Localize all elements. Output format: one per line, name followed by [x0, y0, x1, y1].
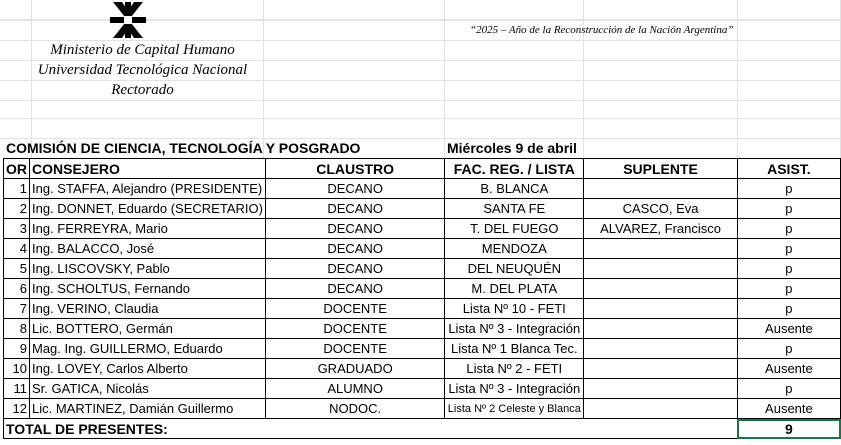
fac-cell[interactable]: T. DEL FUEGO [445, 219, 584, 239]
table-row [4, 379, 841, 399]
suplente-cell[interactable] [584, 319, 738, 339]
consejero-cell[interactable]: Ing. STAFFA, Alejandro (PRESIDENTE) [30, 179, 266, 199]
claustro-cell[interactable]: DOCENTE [265, 319, 444, 339]
table-row [4, 279, 841, 299]
suplente-cell[interactable] [584, 179, 738, 199]
ministry-name: Ministerio de Capital Humano [50, 42, 235, 58]
row-or-cell[interactable]: 12 [4, 399, 30, 419]
asist-cell[interactable]: p [737, 239, 840, 259]
col-header-fac[interactable]: FAC. REG. / LISTA [445, 159, 584, 179]
university-name: Universidad Tecnológica Nacional [37, 62, 248, 78]
asist-cell[interactable]: p [737, 199, 840, 219]
claustro-cell[interactable]: DOCENTE [265, 339, 444, 359]
fac-cell[interactable]: DEL NEUQUÉN [445, 259, 584, 279]
table-row [4, 399, 841, 419]
fac-cell[interactable]: Lista Nº 10 - FETI [445, 299, 584, 319]
asist-cell[interactable]: Ausente [737, 359, 840, 379]
col-header-suplente[interactable]: SUPLENTE [584, 159, 738, 179]
consejero-cell[interactable]: Lic. BOTTERO, Germán [30, 319, 266, 339]
claustro-cell[interactable]: DECANO [265, 279, 444, 299]
asist-cell[interactable]: Ausente [737, 319, 840, 339]
institution-header [20, 40, 265, 100]
row-or-cell[interactable]: 4 [4, 239, 30, 259]
consejero-cell[interactable]: Lic. MARTINEZ, Damián Guillermo [30, 399, 266, 419]
total-label[interactable]: TOTAL DE PRESENTES: [4, 419, 738, 439]
fac-cell[interactable]: Lista Nº 3 - Integración [445, 319, 584, 339]
col-header-asist[interactable]: ASIST. [737, 159, 840, 179]
row-or-cell[interactable]: 6 [4, 279, 30, 299]
consejero-cell[interactable]: Ing. FERREYRA, Mario [30, 219, 266, 239]
office-name: Rectorado [111, 82, 174, 98]
col-header-consejero[interactable]: CONSEJERO [30, 159, 266, 179]
year-motto: “2025 – Año de la Reconstrucción de la Nación Argentina” [470, 24, 734, 36]
consejero-cell[interactable]: Ing. DONNET, Eduardo (SECRETARIO) [30, 199, 266, 219]
table-row [4, 319, 841, 339]
total-row [4, 419, 841, 439]
suplente-cell[interactable] [584, 239, 738, 259]
col-header-or[interactable]: OR [4, 159, 30, 179]
consejero-cell[interactable]: Ing. VERINO, Claudia [30, 299, 266, 319]
consejero-cell[interactable]: Ing. SCHOLTUS, Fernando [30, 279, 266, 299]
table-row [4, 199, 841, 219]
table-row [4, 179, 841, 199]
suplente-cell[interactable]: ALVAREZ, Francisco [584, 219, 738, 239]
suplente-cell[interactable] [584, 379, 738, 399]
fac-cell[interactable]: Lista Nº 1 Blanca Tec. [445, 339, 584, 359]
row-or-cell[interactable]: 3 [4, 219, 30, 239]
table-row [4, 359, 841, 379]
row-or-cell[interactable]: 5 [4, 259, 30, 279]
table-header-row [4, 159, 841, 179]
claustro-cell[interactable]: DECANO [265, 219, 444, 239]
row-or-cell[interactable]: 1 [4, 179, 30, 199]
attendance-table [3, 158, 841, 439]
table-row [4, 259, 841, 279]
asist-cell[interactable]: p [737, 299, 840, 319]
suplente-cell[interactable] [584, 299, 738, 319]
table-row [4, 299, 841, 319]
fac-cell[interactable]: MENDOZA [445, 239, 584, 259]
row-or-cell[interactable]: 11 [4, 379, 30, 399]
row-or-cell[interactable]: 9 [4, 339, 30, 359]
fac-cell[interactable]: B. BLANCA [445, 179, 584, 199]
asist-cell[interactable]: p [737, 179, 840, 199]
suplente-cell[interactable] [584, 399, 738, 419]
suplente-cell[interactable] [584, 339, 738, 359]
asist-cell[interactable]: p [737, 219, 840, 239]
consejero-cell[interactable]: Ing. BALACCO, José [30, 239, 266, 259]
meeting-date[interactable]: Miércoles 9 de abril [447, 140, 577, 156]
claustro-cell[interactable]: GRADUADO [265, 359, 444, 379]
asist-cell[interactable]: p [737, 279, 840, 299]
row-or-cell[interactable]: 7 [4, 299, 30, 319]
suplente-cell[interactable] [584, 259, 738, 279]
row-or-cell[interactable]: 10 [4, 359, 30, 379]
utn-logo-icon [110, 2, 146, 38]
asist-cell[interactable]: p [737, 379, 840, 399]
suplente-cell[interactable]: CASCO, Eva [584, 199, 738, 219]
consejero-cell[interactable]: Sr. GATICA, Nicolás [30, 379, 266, 399]
fac-cell[interactable]: Lista Nº 2 - FETI [445, 359, 584, 379]
consejero-cell[interactable]: Ing. LISCOVSKY, Pablo [30, 259, 266, 279]
claustro-cell[interactable]: NODOC. [265, 399, 444, 419]
consejero-cell[interactable]: Mag. Ing. GUILLERMO, Eduardo [30, 339, 266, 359]
consejero-cell[interactable]: Ing. LOVEY, Carlos Alberto [30, 359, 266, 379]
row-or-cell[interactable]: 8 [4, 319, 30, 339]
claustro-cell[interactable]: DECANO [265, 199, 444, 219]
claustro-cell[interactable]: DOCENTE [265, 299, 444, 319]
fac-cell[interactable]: M. DEL PLATA [445, 279, 584, 299]
asist-cell[interactable]: p [737, 259, 840, 279]
claustro-cell[interactable]: DECANO [265, 259, 444, 279]
suplente-cell[interactable] [584, 279, 738, 299]
total-value[interactable]: 9 [737, 419, 840, 439]
claustro-cell[interactable]: DECANO [265, 179, 444, 199]
fac-cell[interactable]: SANTA FE [445, 199, 584, 219]
claustro-cell[interactable]: ALUMNO [265, 379, 444, 399]
table-row [4, 339, 841, 359]
suplente-cell[interactable] [584, 359, 738, 379]
claustro-cell[interactable]: DECANO [265, 239, 444, 259]
fac-cell[interactable]: Lista Nº 3 - Integración [445, 379, 584, 399]
table-row [4, 219, 841, 239]
sheet-title[interactable]: COMISIÓN DE CIENCIA, TECNOLOGÍA Y POSGRADO [6, 140, 361, 156]
row-or-cell[interactable]: 2 [4, 199, 30, 219]
col-header-claustro[interactable]: CLAUSTRO [265, 159, 444, 179]
table-row [4, 239, 841, 259]
fac-cell[interactable]: Lista Nº 2 Celeste y Blanca [445, 399, 584, 419]
asist-cell[interactable]: p [737, 339, 840, 359]
asist-cell[interactable]: Ausente [737, 399, 840, 419]
